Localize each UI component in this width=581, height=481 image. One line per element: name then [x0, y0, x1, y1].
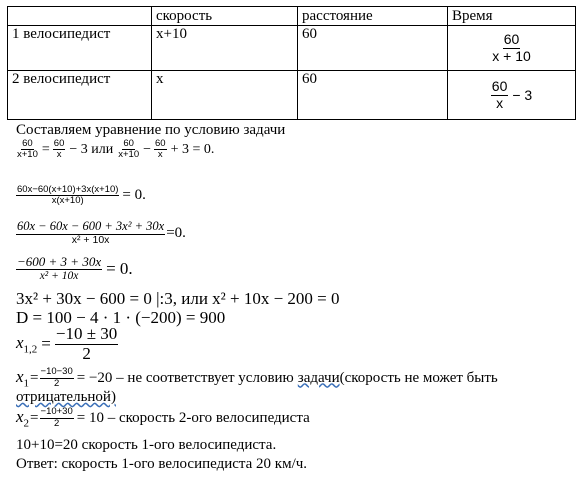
cell-speed: x+10: [152, 26, 298, 71]
equals-sign: =: [41, 141, 50, 157]
time-suffix: − 3: [512, 87, 533, 103]
fraction-denominator: x+10: [118, 149, 140, 161]
cell-speed: x: [152, 71, 298, 120]
fraction-denominator: x² + 10x: [39, 270, 79, 283]
fraction: [16, 255, 102, 283]
fraction: [117, 139, 140, 161]
equation-6: D = 100 − 4 · 1 · (−200) = 900: [16, 308, 226, 327]
cell-name: 2 велосипедист: [8, 71, 152, 120]
equation-text: = 10 – скорость 2-ого велосипедиста: [76, 409, 310, 426]
fraction-numerator: 60: [22, 138, 33, 149]
subscript: 2: [23, 417, 30, 430]
fraction: [16, 220, 165, 246]
equation-8: [16, 367, 498, 389]
fraction-denominator: x(x+10): [51, 195, 84, 207]
table-row: [8, 26, 576, 71]
fraction-denominator: 2: [53, 377, 60, 389]
equation-5: 3x² + 30x − 600 = 0 |:3, или x² + 10x − 200 = 0: [16, 289, 340, 308]
fraction-numerator: 60: [53, 138, 65, 149]
cell-time: [448, 71, 576, 120]
fraction: [40, 407, 74, 429]
result-line: 10+10=20 скорость 1-ого велосипедиста.: [16, 437, 277, 453]
minus-sign: −: [143, 141, 152, 157]
fraction-numerator: 60x−60(x+10)+3x(x+10): [17, 184, 119, 195]
equation-text: − 3 или: [69, 141, 114, 157]
variable: x: [16, 407, 24, 426]
fraction-denominator: 2: [53, 417, 60, 429]
fraction: [55, 325, 118, 363]
time-fraction: [491, 79, 509, 111]
intro-text: Составляем уравнение по условию задачи: [16, 122, 286, 138]
fraction-numerator: 60: [503, 31, 520, 48]
cell-distance: 60: [298, 71, 448, 120]
spellcheck-flagged-text: отрицательной): [16, 389, 116, 405]
equation-7: [16, 325, 118, 363]
fraction-denominator: x: [496, 94, 504, 111]
table-row: [8, 71, 576, 120]
cell-time: [448, 26, 576, 71]
fraction-denominator: x: [56, 149, 62, 161]
equation-3: [16, 220, 186, 246]
fraction-numerator: −10−30: [40, 366, 73, 378]
fraction: [40, 367, 74, 389]
fraction-numerator: 60x − 60x − 600 + 3x² + 30x: [17, 219, 165, 233]
fraction-numerator: −10+30: [40, 406, 73, 418]
fraction-numerator: −10 ± 30: [55, 324, 118, 343]
table-header-row: [8, 7, 576, 26]
time-fraction: [491, 32, 532, 64]
subscript: 1: [23, 377, 30, 390]
data-table: [7, 6, 576, 120]
cell-distance: 60: [298, 26, 448, 71]
subscript: 1,2: [23, 343, 38, 356]
fraction-numerator: −600 + 3 + 30x: [17, 254, 102, 269]
fraction-numerator: 60: [491, 78, 508, 95]
fraction-numerator: 60: [123, 138, 134, 149]
equation-text: =0.: [166, 224, 186, 241]
fraction-denominator: x+10: [17, 149, 38, 161]
cell-name: 1 велосипедист: [8, 26, 152, 71]
fraction: [16, 139, 39, 161]
equation-text: = 0.: [106, 258, 133, 278]
equals-sign: =: [30, 369, 39, 386]
spellcheck-flagged-text: задачи: [297, 369, 340, 386]
header-cell: [8, 7, 152, 26]
header-cell-speed: скорость: [152, 7, 298, 26]
equals-sign: =: [41, 334, 51, 354]
equation-text: = 0.: [122, 187, 146, 204]
equation-4: [16, 255, 133, 283]
equation-text: + 3 = 0.: [170, 141, 215, 157]
equation-1: [16, 139, 214, 161]
header-cell-time: Время: [448, 7, 576, 26]
fraction-denominator: 2: [82, 343, 91, 363]
equation-9: [16, 407, 310, 429]
equation-text: = −20 – не соответствует условию: [76, 369, 294, 386]
fraction: [154, 139, 167, 161]
equation-2: [16, 185, 146, 207]
variable: x: [16, 332, 24, 352]
fraction-denominator: x: [157, 149, 163, 161]
header-cell-distance: расстояние: [298, 7, 448, 26]
fraction-denominator: x² + 10x: [71, 233, 110, 246]
equals-sign: =: [30, 409, 39, 426]
equation-8-continued: [16, 389, 116, 406]
fraction: [16, 185, 119, 207]
fraction-denominator: x + 10: [492, 47, 531, 64]
variable: x: [16, 367, 24, 386]
fraction: [53, 139, 66, 161]
equation-text: (скорость не может быть: [339, 369, 498, 386]
fraction-numerator: 60: [155, 138, 166, 149]
answer-line: Ответ: скорость 1-ого велосипедиста 20 км/ч.: [16, 456, 308, 472]
